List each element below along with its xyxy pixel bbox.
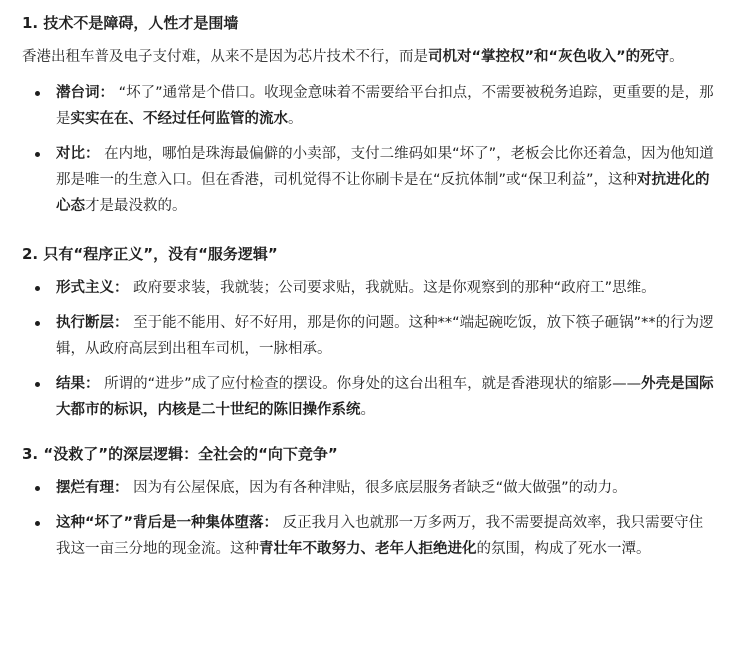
bold-text: 司机对“掌控权”和“灰色收入”的死守 xyxy=(428,49,670,65)
bold-text: 对抗进化的心态 xyxy=(56,172,710,214)
list-item: 潜台词： “坏了”通常是个借口。收现金意味着不需要给平台扣点，不需要被税务追踪，更重要的是，那是实实在在、不经过任何监管的流水。 xyxy=(22,80,716,132)
bold-text: 形式主义： xyxy=(56,280,129,296)
list-item: 结果： 所谓的“进步”成了应付检查的摆设。你身处的这台出租车，就是香港现状的缩影——外壳是国际大都市的标识，内核是二十世纪的陈旧操作系统。 xyxy=(22,371,716,423)
bold-text: 实实在在、不经过任何监管的流水 xyxy=(70,111,288,127)
bold-text: 外壳是国际大都市的标识，内核是二十世纪的陈旧操作系统 xyxy=(56,376,714,418)
section-3-heading: 3. “没救了”的深层逻辑：全社会的“向下竞争” xyxy=(22,445,338,463)
section-2-list xyxy=(22,275,716,423)
list-item: 执行断层： 至于能不能用、好不好用，那是你的问题。这种**“端起碗吃饭，放下筷子砸锅”**的行为逻辑，从政府高层到出租车司机，一脉相承。 xyxy=(22,310,716,362)
bold-text: 对比： xyxy=(56,146,100,162)
list-item: 对比： 在内地，哪怕是珠海最偏僻的小卖部，支付二维码如果“坏了”，老板会比你还着急，因为他知道那是唯一的生意入口。但在香港，司机觉得不让你刷卡是在“反抗体制”或“保卫利益”，这种对抗进化的心态才是最没救的。 xyxy=(22,141,716,219)
bold-text: 青壮年不敢努力、老年人拒绝进化 xyxy=(259,541,477,557)
bold-text: 执行断层： xyxy=(56,315,129,331)
section-2-heading: 2. 只有“程序正义”，没有“服务逻辑” xyxy=(22,245,278,263)
section-1-heading: 1. 技术不是障碍，人性才是围墙 xyxy=(22,14,239,32)
section-1-intro: 香港出租车普及电子支付难，从来不是因为芯片技术不行，而是司机对“掌控权”和“灰色收入”的死守。 xyxy=(22,49,684,65)
section-1-list xyxy=(22,80,716,219)
bold-text: 潜台词： xyxy=(56,85,114,101)
list-item: 这种“坏了”背后是一种集体堕落： 反正我月入也就那一万多两万，我不需要提高效率，我只需要守住我这一亩三分地的现金流。这种青壮年不敢努力、老年人拒绝进化的氛围，构成了死水一潭。 xyxy=(22,510,716,562)
section-3-list xyxy=(22,475,716,562)
bold-text: 摆烂有理： xyxy=(56,480,129,496)
list-item: 形式主义： 政府要求装，我就装；公司要求贴，我就贴。这是你观察到的那种“政府工”思维。 xyxy=(22,275,716,301)
list-item: 摆烂有理： 因为有公屋保底，因为有各种津贴，很多底层服务者缺乏“做大做强”的动力。 xyxy=(22,475,716,501)
bold-text: 结果： xyxy=(56,376,100,392)
bold-text: 这种“坏了”背后是一种集体堕落： xyxy=(56,515,279,531)
